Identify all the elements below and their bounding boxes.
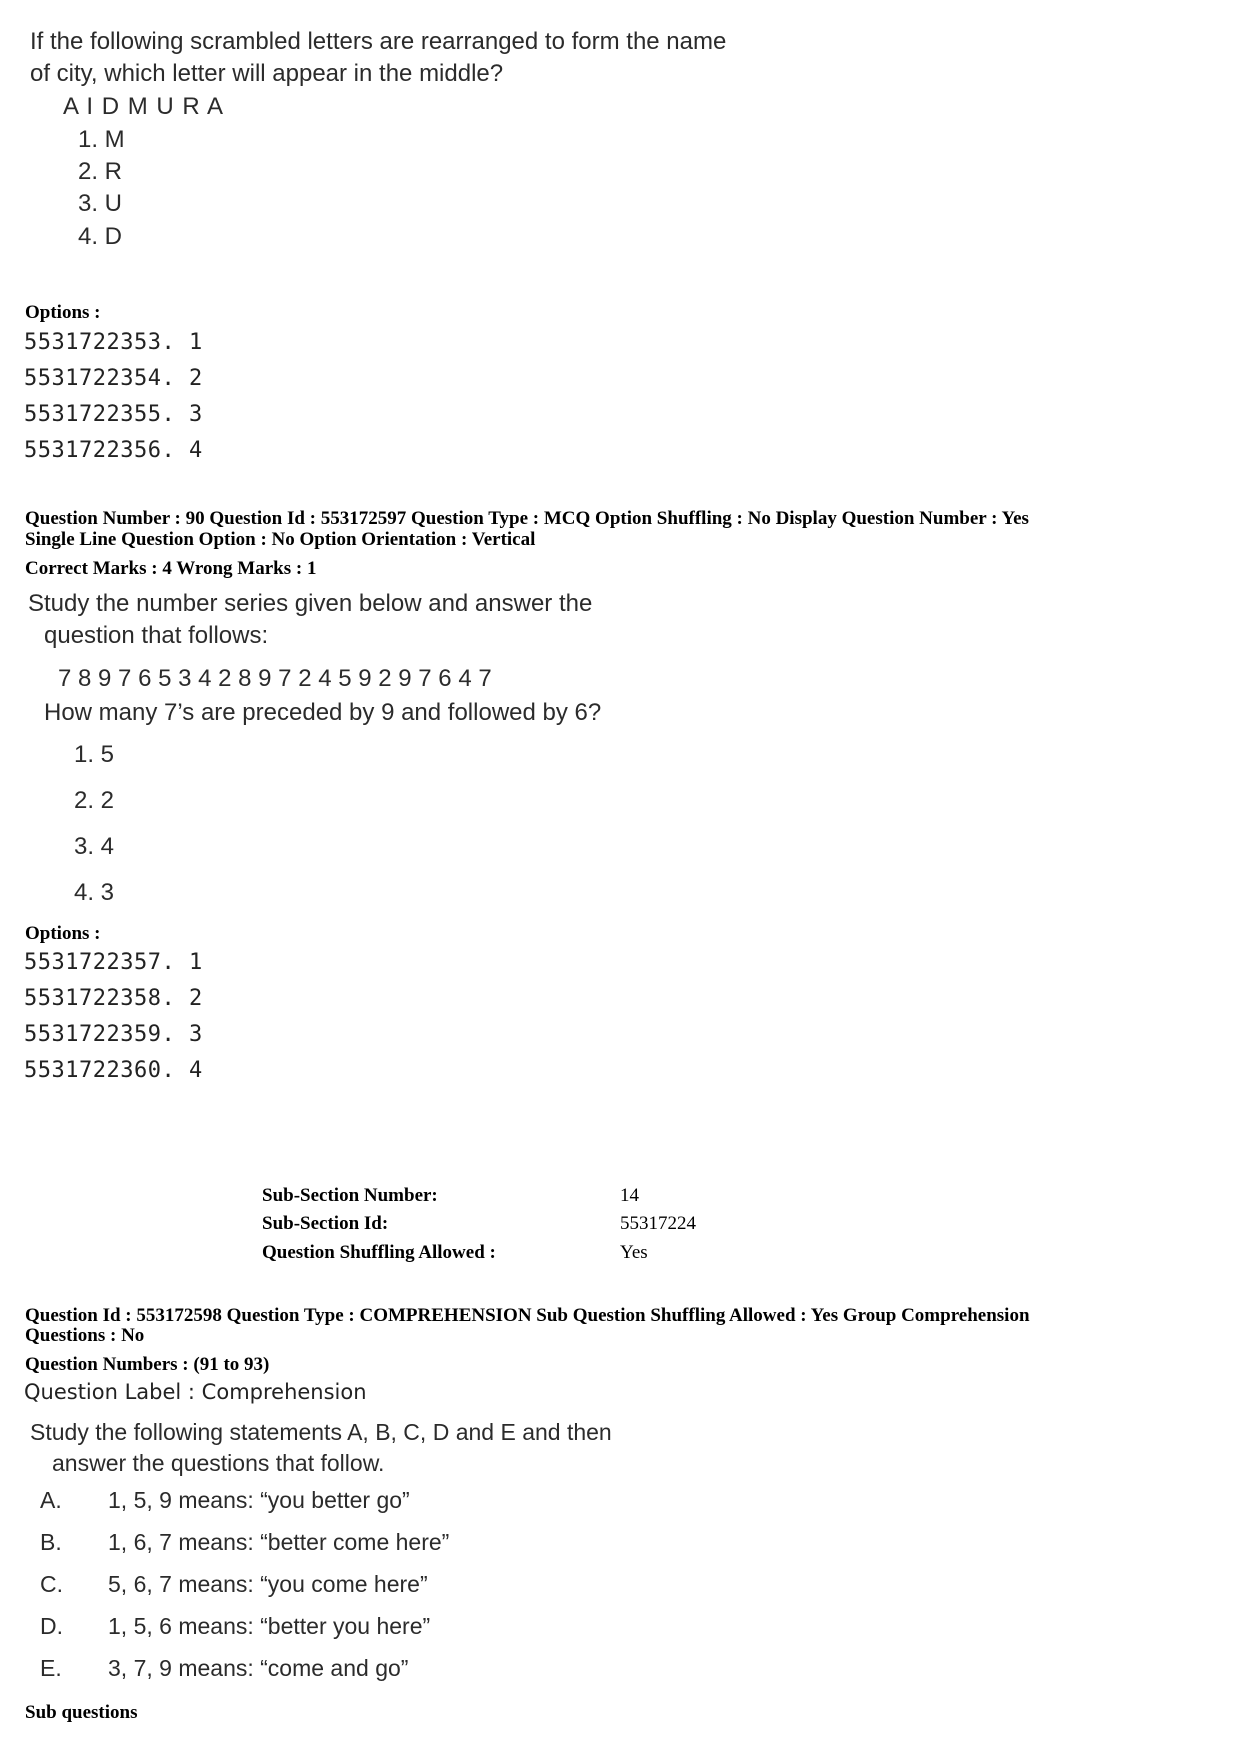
q89-option-3: 5531722355. 3 xyxy=(24,402,203,427)
statement-e-text: 3, 7, 9 means: “come and go” xyxy=(108,1655,409,1681)
q90-option-4: 5531722360. 4 xyxy=(24,1058,203,1083)
question-shuffling-label: Question Shuffling Allowed : xyxy=(262,1242,496,1263)
sub-questions-heading: Sub questions xyxy=(25,1702,138,1723)
comprehension-intro-line-2: answer the questions that follow. xyxy=(52,1450,385,1476)
question-shuffling-value: Yes xyxy=(620,1242,648,1263)
statement-a-letter: A. xyxy=(40,1487,62,1513)
q90-marks: Correct Marks : 4 Wrong Marks : 1 xyxy=(25,558,317,579)
comprehension-intro-line-1: Study the following statements A, B, C, D and E and then xyxy=(30,1419,612,1445)
q89-question-line-1: If the following scrambled letters are rearranged to form the name xyxy=(30,28,727,55)
statement-d-text: 1, 5, 6 means: “better you here” xyxy=(108,1613,431,1639)
q90-question-line-2: question that follows: xyxy=(44,622,269,649)
q90-number-series: 7 8 9 7 6 5 3 4 2 8 9 7 2 4 5 9 2 9 7 6 4 7 xyxy=(58,665,492,692)
q90-choice-4: 4. 3 xyxy=(74,879,115,906)
q90-options-label: Options : xyxy=(25,923,101,944)
q90-choice-1: 1. 5 xyxy=(74,741,115,768)
q90-meta-line-1: Question Number : 90 Question Id : 553172597 Question Type : MCQ Option Shuffling : No Display Question Number : Yes xyxy=(25,508,1029,529)
comprehension-question-label: Question Label : Comprehension xyxy=(24,1380,367,1404)
statement-a-text: 1, 5, 9 means: “you better go” xyxy=(108,1487,410,1513)
q89-options-label: Options : xyxy=(25,302,101,323)
statement-c-letter: C. xyxy=(40,1571,63,1597)
q89-question-line-2: of city, which letter will appear in the middle? xyxy=(30,60,504,87)
statement-d-letter: D. xyxy=(40,1613,63,1639)
q89-option-2: 5531722354. 2 xyxy=(24,366,203,391)
q90-question-line-1: Study the number series given below and answer the xyxy=(28,590,593,617)
q89-choice-4: 4. D xyxy=(78,223,123,250)
comprehension-meta-line-1: Question Id : 553172598 Question Type : COMPREHENSION Sub Question Shuffling Allowed : Yes Group Comprehension xyxy=(25,1305,1030,1326)
statement-b-letter: B. xyxy=(40,1529,62,1555)
q89-option-1: 5531722353. 1 xyxy=(24,330,203,355)
q90-option-3: 5531722359. 3 xyxy=(24,1022,203,1047)
q90-option-1: 5531722357. 1 xyxy=(24,950,203,975)
q90-choice-2: 2. 2 xyxy=(74,787,115,814)
q89-choice-3: 3. U xyxy=(78,190,123,217)
q89-choice-2: 2. R xyxy=(78,158,123,185)
statement-b-text: 1, 6, 7 means: “better come here” xyxy=(108,1529,450,1555)
q90-choice-3: 3. 4 xyxy=(74,833,115,860)
subsection-id-label: Sub-Section Id: xyxy=(262,1213,389,1234)
q89-option-4: 5531722356. 4 xyxy=(24,438,203,463)
statement-e-letter: E. xyxy=(40,1655,62,1681)
q90-meta-line-2: Single Line Question Option : No Option Orientation : Vertical xyxy=(25,529,536,550)
q90-option-2: 5531722358. 2 xyxy=(24,986,203,1011)
subsection-id-value: 55317224 xyxy=(620,1213,696,1234)
comprehension-meta-line-2: Questions : No xyxy=(25,1325,145,1346)
q90-question-line-3: How many 7’s are preceded by 9 and followed by 6? xyxy=(44,699,602,726)
q89-choice-1: 1. M xyxy=(78,126,125,153)
comprehension-question-numbers: Question Numbers : (91 to 93) xyxy=(25,1354,270,1375)
subsection-number-value: 14 xyxy=(620,1185,639,1206)
subsection-number-label: Sub-Section Number: xyxy=(262,1185,438,1206)
q89-scrambled-letters: A I D M U R A xyxy=(63,93,225,120)
statement-c-text: 5, 6, 7 means: “you come here” xyxy=(108,1571,428,1597)
